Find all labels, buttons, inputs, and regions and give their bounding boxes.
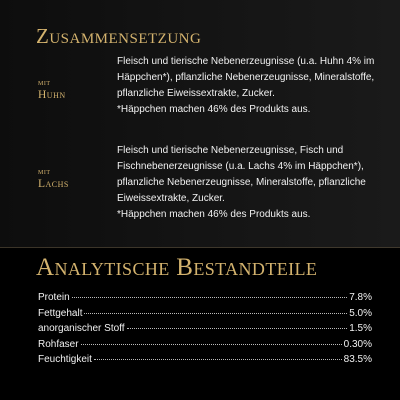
ingredient-note: *Häppchen machen 46% des Produkts aus. — [117, 209, 311, 220]
analysis-label: Protein — [38, 292, 70, 303]
ingredient-label-chicken — [38, 79, 66, 102]
ingredient-description-chicken — [117, 54, 385, 118]
analysis-table — [38, 292, 372, 370]
ingredient-note: *Häppchen machen 46% des Produkts aus. — [117, 104, 311, 115]
ingredient-name: Lachs — [38, 178, 69, 190]
analysis-heading: Analytische Bestandteile — [36, 254, 318, 281]
analysis-label: anorganischer Stoff — [38, 323, 125, 334]
ingredient-label-salmon — [38, 168, 69, 191]
panel-divider — [0, 247, 400, 248]
analysis-row-fat — [38, 308, 372, 324]
ingredient-description-salmon — [117, 143, 385, 223]
analysis-row-protein — [38, 292, 372, 308]
analysis-value: 7.8% — [349, 292, 372, 303]
ingredient-prefix: mit — [38, 78, 51, 87]
dotted-leader — [94, 359, 342, 360]
analysis-row-moisture — [38, 354, 372, 370]
analysis-label: Feuchtigkeit — [38, 354, 92, 365]
ingredient-text: Fleisch und tierische Nebenerzeugnisse, Fisch und Fischnebenerzeugnisse (u.a. Lachs 4% im Häppchen*), pflanzliche Nebenerzeugnisse, Mineralstoffe, pflanzliche Eiweissextrakte, Zucker. — [117, 145, 366, 204]
analysis-label: Fettgehalt — [38, 307, 83, 319]
dotted-leader — [127, 328, 348, 329]
analysis-value: 0.30% — [343, 338, 372, 350]
ingredient-text: Fleisch und tierische Nebenerzeugnisse (u.a. Huhn 4% im Häppchen*), pflanzliche Nebenerzeugnisse, Mineralstoffe, pflanzliche Eiweissextrakte, Zucker. — [117, 56, 375, 99]
dotted-leader — [81, 344, 342, 345]
analysis-row-fiber — [38, 339, 372, 355]
dotted-leader — [72, 297, 348, 298]
ingredient-prefix: mit — [38, 167, 51, 176]
ingredient-name: Huhn — [38, 89, 66, 101]
analysis-value: 5.0% — [349, 307, 372, 319]
analysis-value: 1.5% — [349, 323, 372, 334]
analysis-label: Rohfaser — [38, 338, 79, 350]
dotted-leader — [84, 313, 347, 314]
composition-heading: Zusammensetzung — [36, 24, 202, 48]
analysis-value: 83.5% — [343, 354, 372, 365]
analysis-row-ash — [38, 323, 372, 339]
